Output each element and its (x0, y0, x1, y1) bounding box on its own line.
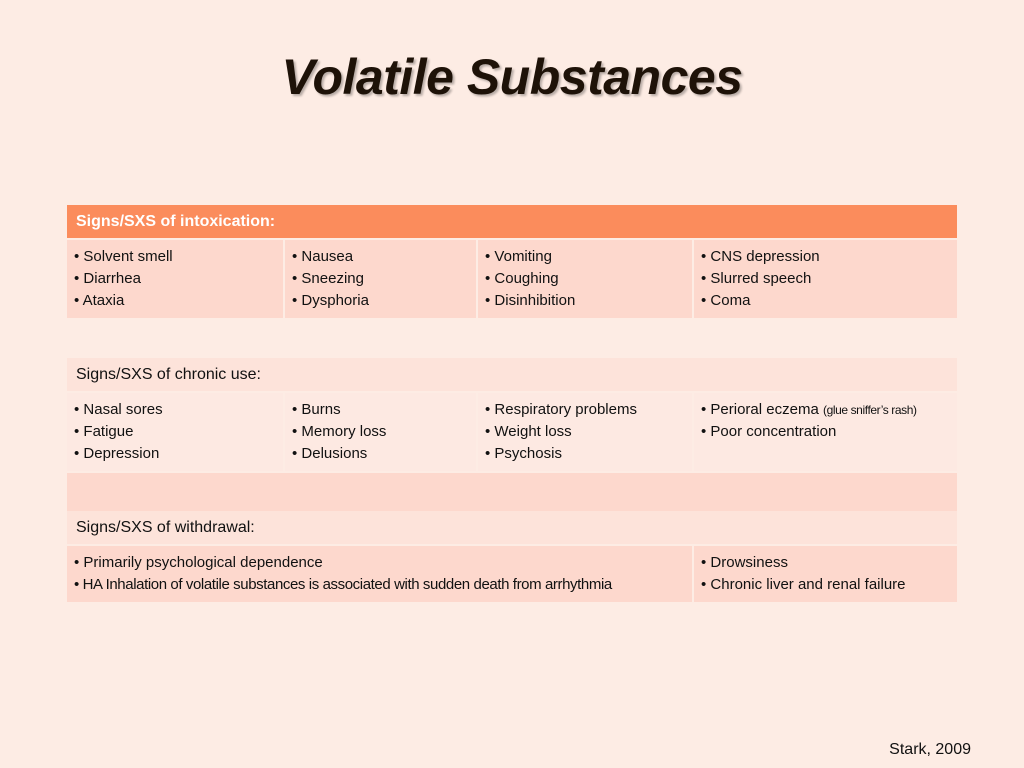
withdrawal-header-label: Signs/SXS of withdrawal: (76, 518, 255, 536)
intoxication-col-2 (285, 240, 478, 318)
intoxication-col-1 (67, 240, 285, 318)
slide-title: Volatile Substances (281, 49, 743, 105)
list-item-text: • Perioral eczema (701, 401, 823, 418)
list-item: • Poor concentration (701, 423, 837, 440)
chronic-col-1 (67, 393, 285, 471)
list-item: • Primarily psychological dependence (74, 554, 323, 571)
list-item: • Chronic liver and renal failure (701, 576, 906, 593)
chronic-header (67, 358, 957, 393)
list-item: • Slurred speech (701, 270, 812, 287)
list-item: • Disinhibition (485, 292, 576, 309)
list-item: • Psychosis (485, 445, 562, 462)
list-item: • Sneezing (292, 270, 364, 287)
withdrawal-col-right (694, 546, 957, 602)
chronic-col-2 (285, 393, 478, 471)
table-spacer (67, 320, 957, 358)
list-item: • Ataxia (74, 292, 125, 309)
table-spacer (67, 473, 957, 511)
chronic-col-3 (478, 393, 694, 471)
intoxication-col-4 (694, 240, 957, 318)
list-item: • Drowsiness (701, 554, 788, 571)
intoxication-row (67, 240, 957, 320)
list-item: • Weight loss (485, 423, 572, 440)
list-item: • CNS depression (701, 248, 820, 265)
withdrawal-row (67, 546, 957, 604)
signs-table (67, 205, 957, 604)
list-item: • Depression (74, 445, 160, 462)
list-item: • HA Inhalation of volatile substances is associated with sudden death from arrhythmia (74, 576, 612, 593)
list-item: • Diarrhea (74, 270, 141, 287)
list-item (701, 399, 951, 421)
intoxication-col-3 (478, 240, 694, 318)
list-item: • Nausea (292, 248, 354, 265)
list-item: • Burns (292, 401, 341, 418)
intoxication-header-label: Signs/SXS of intoxication: (76, 212, 276, 230)
list-item: • Fatigue (74, 423, 134, 440)
list-item: • Nasal sores (74, 401, 163, 418)
citation: Stark, 2009 (889, 741, 971, 758)
chronic-col-4 (694, 393, 957, 471)
withdrawal-col-left (67, 546, 694, 602)
list-item: • Delusions (292, 445, 368, 462)
list-item: • Coma (701, 292, 751, 309)
list-item: • Dysphoria (292, 292, 369, 309)
list-item: • Vomiting (485, 248, 552, 265)
list-item-note: (glue sniffer’s rash) (822, 403, 917, 417)
list-item: • Solvent smell (74, 248, 173, 265)
intoxication-header (67, 205, 957, 240)
chronic-row (67, 393, 957, 473)
list-item: • Respiratory problems (485, 401, 637, 418)
chronic-header-label: Signs/SXS of chronic use: (76, 365, 261, 383)
list-item: • Coughing (485, 270, 559, 287)
list-item: • Memory loss (292, 423, 387, 440)
withdrawal-header (67, 511, 957, 546)
